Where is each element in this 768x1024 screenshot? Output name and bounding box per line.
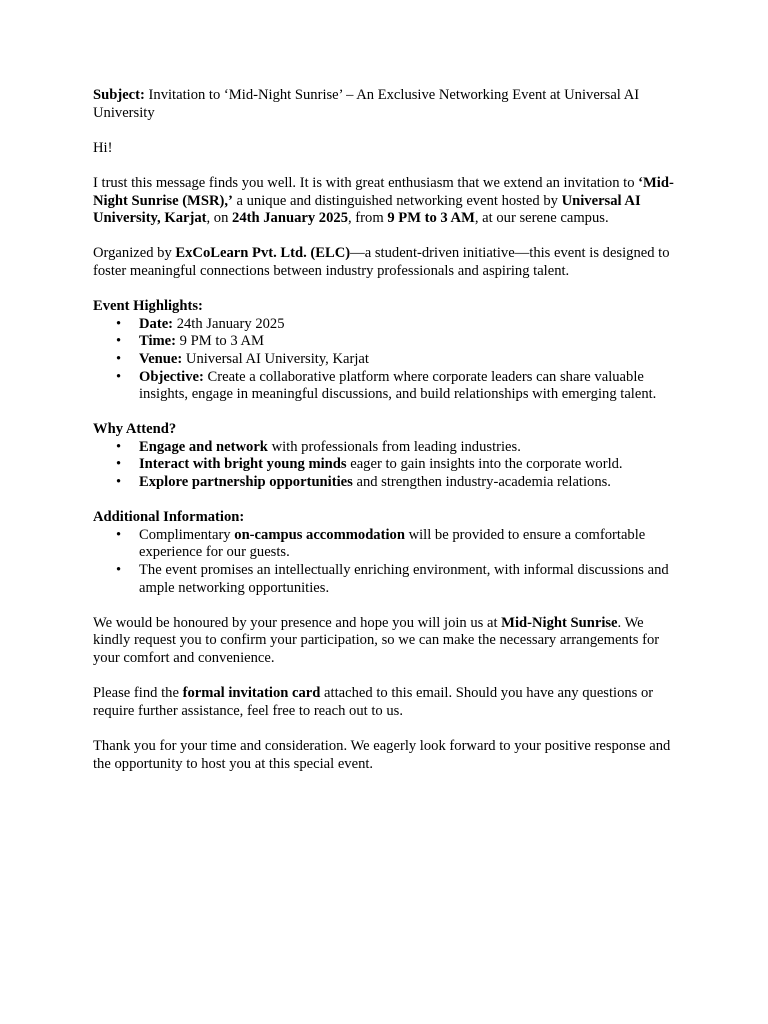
additional-info-heading: Additional Information: — [93, 509, 245, 526]
intro-text: , at our serene campus. — [474, 210, 609, 227]
subject-label: Subject: — [93, 87, 145, 103]
organizer-text: Organized by — [93, 245, 176, 262]
email-body — [93, 87, 675, 791]
list-item-label: Explore partnership opportunities — [139, 474, 353, 491]
intro-text: I trust this message finds you well. It is with great enthusiasm that we extend an invitation to — [93, 174, 639, 191]
organizer-name: ExCoLearn Pvt. Ltd. (ELC) — [175, 245, 351, 262]
highlights-list — [93, 316, 675, 404]
list-item-text: 9 PM to 3 AM — [176, 333, 265, 350]
list-item-label: Engage and network — [139, 438, 268, 455]
honoured-text: We would be honoured by your presence and hope you will join us at — [93, 614, 502, 631]
list-item — [139, 527, 675, 562]
list-item-text: with professionals from leading industries. — [267, 438, 521, 455]
why-attend-list — [93, 439, 675, 492]
attachment-paragraph — [93, 685, 675, 720]
intro-text: a unique and distinguished networking event hosted by — [232, 192, 562, 209]
list-item — [139, 316, 675, 334]
invitation-card-reference: formal invitation card — [182, 685, 321, 702]
event-name: ‘Mid-Night Sunrise (MSR),’ — [93, 174, 674, 209]
honoured-text: . We kindly request you to confirm your participation, so we can make the necessary arrangements for your comfort and convenience. — [93, 614, 660, 666]
list-item — [139, 351, 675, 369]
intro-paragraph — [93, 175, 675, 228]
intro-text: , on — [206, 210, 233, 227]
additional-info-list — [93, 527, 675, 597]
list-item — [139, 369, 675, 404]
list-item-text: will be provided to ensure a comfortable experience for our guests. — [139, 526, 646, 561]
host-name: Universal AI University, Karjat — [93, 192, 641, 227]
list-item-label: on-campus accommodation — [234, 526, 405, 543]
list-item — [139, 439, 675, 457]
list-item: • The event promises an intellectually enriching environment, with informal discussions and ample networking opportunities. — [139, 562, 675, 597]
list-item — [139, 333, 675, 351]
intro-text: , from — [348, 210, 388, 227]
attachment-text: Please find the — [93, 685, 183, 702]
list-item — [139, 456, 675, 474]
list-item — [139, 474, 675, 492]
list-item-text: and strengthen industry-academia relations. — [352, 474, 611, 491]
list-item-text: Universal AI University, Karjat — [182, 350, 369, 367]
subject-line — [93, 87, 675, 122]
event-time: 9 PM to 3 AM — [387, 210, 475, 227]
greeting: Hi! — [93, 139, 113, 156]
list-item-label: Objective: — [139, 368, 204, 385]
list-item-label: Date: — [139, 315, 174, 332]
list-item-label: Venue: — [139, 350, 183, 367]
why-attend-heading: Why Attend? — [93, 421, 177, 438]
event-name: Mid-Night Sunrise — [501, 614, 618, 631]
subject-text: Invitation to ‘Mid-Night Sunrise’ – An Exclusive Networking Event at Universal AI University — [93, 87, 640, 121]
attachment-text: attached to this email. Should you have any questions or require further assistance, feel free to reach out to us. — [93, 685, 654, 719]
organizer-text: —a student-driven initiative—this event is designed to foster meaningful connections between industry professionals and aspiring talent. — [93, 245, 670, 279]
list-item-text: eager to gain insights into the corporate world. — [346, 456, 623, 473]
organizer-paragraph — [93, 245, 675, 280]
event-date: 24th January 2025 — [232, 210, 348, 227]
list-item-label: Interact with bright young minds — [139, 456, 347, 473]
list-item-text: 24th January 2025 — [173, 315, 285, 332]
highlights-heading: Event Highlights: — [93, 298, 203, 315]
list-item-label: Time: — [139, 333, 177, 350]
closing-paragraph: Thank you for your time and consideration. We eagerly look forward to your positive response and the opportunity to host you at this special event. — [93, 737, 671, 772]
list-item-text: Complimentary — [139, 526, 235, 543]
honoured-paragraph — [93, 615, 675, 668]
list-item-text: Create a collaborative platform where corporate leaders can share valuable insights, engage in meaningful discussions, and build relationships with emerging talent. — [139, 368, 657, 403]
